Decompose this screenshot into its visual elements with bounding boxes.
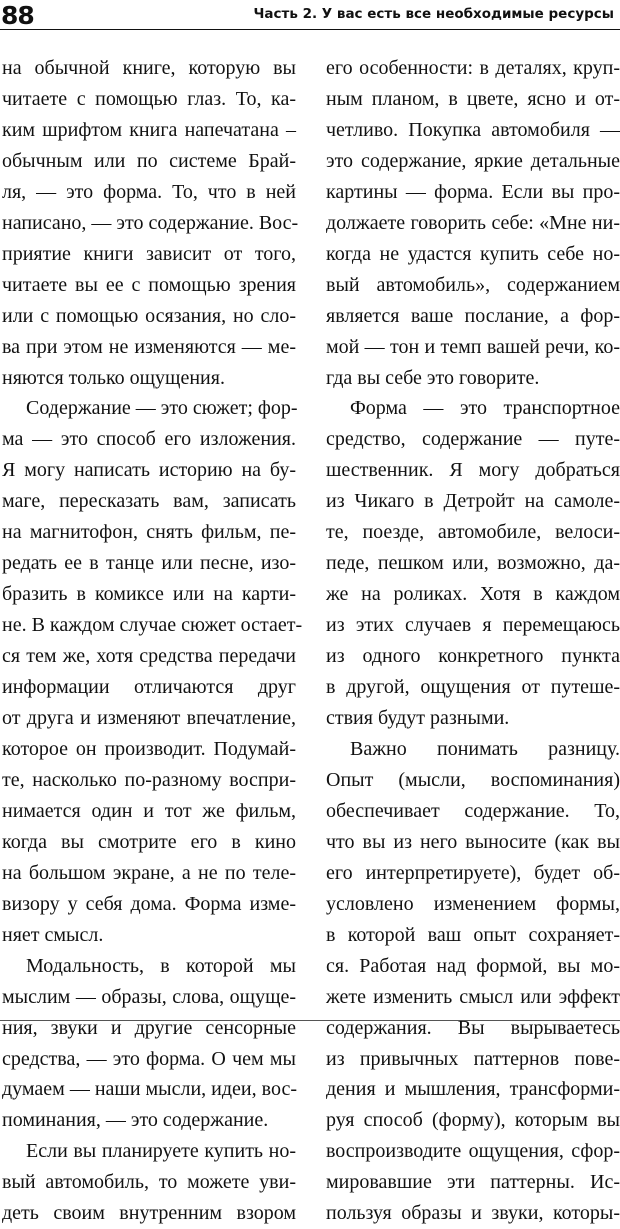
text-line: Я могу написать историю на бу- <box>2 459 296 482</box>
page-header <box>0 0 620 34</box>
right-column <box>326 53 620 1229</box>
text-line: Форма — это транспортное <box>350 397 620 420</box>
text-line: ния, звуки и другие сенсорные <box>2 1016 296 1039</box>
text-line: же на роликах. Хотя в каждом <box>326 583 620 606</box>
text-line: обеспечивает содержание. То, <box>326 799 620 822</box>
text-line: написано, — это содержание. Вос- <box>2 211 299 234</box>
text-line: это содержание, яркие детальные <box>326 149 620 172</box>
text-line: из привычных паттернов пове- <box>326 1047 620 1070</box>
text-line: шественник. Я могу добраться <box>326 459 620 482</box>
text-line: поминания, — это содержание. <box>2 1109 269 1132</box>
text-line: педе, пешком или, возможно, да- <box>326 552 620 575</box>
text-line: бразить в комиксе или на карти- <box>2 583 296 606</box>
text-line: няет смысл. <box>2 923 104 946</box>
text-line: те, насколько по-разному воспри- <box>2 768 296 791</box>
text-line: ким шрифтом книга напечатана – <box>2 118 296 141</box>
text-line: является ваше послание, а фор- <box>326 304 620 327</box>
text-line: условлено изменением формы, <box>326 892 620 915</box>
text-line: в которой ваш опыт сохраняет- <box>326 923 620 946</box>
text-line: те, поезде, автомобиле, велоси- <box>326 521 620 544</box>
text-line: ся тем же, хотя средства передачи <box>2 645 296 668</box>
text-line: должаете говорить себе: «Мне ни- <box>326 211 620 234</box>
text-line: что вы из него выносите (как вы <box>326 830 620 853</box>
text-line: обычным или по системе Брай- <box>2 149 296 172</box>
text-line: из этих случаев я перемещаюсь <box>326 614 620 637</box>
text-line: вый автомобиль», содержанием <box>326 273 620 296</box>
footer-rule <box>0 1020 620 1021</box>
text-line: или с помощью осязания, но сло- <box>2 304 296 327</box>
text-line: жете изменить смысл или эффект <box>326 985 620 1008</box>
text-line: Опыт (мысли, воспоминания) <box>326 768 620 791</box>
text-line: которое он производит. Подумай- <box>2 737 296 760</box>
text-line: руя способ (форму), которым вы <box>326 1109 620 1132</box>
text-line: информации отличаются друг <box>2 676 296 699</box>
text-line: когда не удастся купить себе но- <box>326 242 620 265</box>
text-line: из Чикаго в Детройт на самоле- <box>326 490 620 513</box>
text-line: думаем — наши мысли, идеи, вос- <box>2 1078 297 1101</box>
text-line: нимается один и тот же фильм, <box>2 799 296 822</box>
text-line: его особенности: в деталях, круп- <box>326 57 620 79</box>
text-line: ва при этом не изменяются — ме- <box>2 335 296 358</box>
text-line: ствия будут разными. <box>326 707 510 730</box>
text-line: мыслим — образы, слова, ощуще- <box>2 985 296 1008</box>
running-head: Часть 2. У вас есть все необходимые ресурсы <box>253 6 614 22</box>
text-line: из одного конкретного пункта <box>326 645 620 668</box>
text-line: ным планом, в цвете, ясно и от- <box>326 87 620 110</box>
text-line: читаете с помощью глаз. То, ка- <box>2 87 296 110</box>
text-line: когда вы смотрите его в кино <box>2 830 296 853</box>
text-line: пользуя образы и звуки, которы- <box>326 1202 620 1225</box>
text-line: Если вы планируете купить но- <box>26 1140 296 1163</box>
text-line: ля, — это форма. То, что в ней <box>2 180 296 203</box>
text-line: Важно понимать разницу. <box>350 737 620 760</box>
text-line: ся. Работая над формой, вы мо- <box>326 954 620 977</box>
text-line: Модальность, в которой мы <box>26 954 296 977</box>
header-rule <box>0 29 620 30</box>
text-line: средство, содержание — путе- <box>326 428 620 451</box>
text-line: редать ее в танце или песне, изо- <box>2 552 296 575</box>
text-line: маге, пересказать вам, записать <box>2 490 296 513</box>
text-line: на большом экране, а не по теле- <box>2 861 296 884</box>
text-line: не. В каждом случае сюжет остает- <box>2 614 303 637</box>
text-line: мой — тон и темп вашей речи, ко- <box>326 335 620 358</box>
text-line: Содержание — это сюжет; фор- <box>26 397 298 420</box>
text-line: на обычной книге, которую вы <box>2 57 296 79</box>
text-line: читаете вы ее с помощью зрения <box>2 273 296 296</box>
text-line: от друга и изменяют впечатление, <box>2 707 296 730</box>
text-line: дения и мышления, трансформи- <box>326 1078 620 1101</box>
text-line: воспроизводите ощущения, сфор- <box>326 1140 620 1163</box>
text-line: содержания. Вы вырываетесь <box>326 1016 620 1039</box>
text-line: гда вы себе это говорите. <box>326 366 540 389</box>
text-line: в другой, ощущения от путеше- <box>326 676 620 699</box>
left-column <box>2 53 303 1229</box>
text-line: картины — форма. Если вы про- <box>326 180 620 203</box>
text-line: на магнитофон, снять фильм, пе- <box>2 521 296 544</box>
text-line: ма — это способ его изложения. <box>2 428 296 451</box>
page-number: 88 <box>1 1 34 30</box>
text-line: няются только ощущения. <box>2 366 225 389</box>
text-line: мировавшие эти паттерны. Ис- <box>326 1171 620 1194</box>
text-line: вый автомобиль, то можете уви- <box>2 1171 296 1194</box>
text-line: его интерпретируете), будет об- <box>326 861 620 884</box>
text-line: приятие книги зависит от того, <box>2 242 296 265</box>
text-line: деть своим внутренним взором <box>2 1202 296 1225</box>
text-line: четливо. Покупка автомобиля — <box>326 118 620 141</box>
text-line: визору у себя дома. Форма изме- <box>2 892 296 915</box>
text-line: средства, — это форма. О чем мы <box>2 1047 296 1070</box>
